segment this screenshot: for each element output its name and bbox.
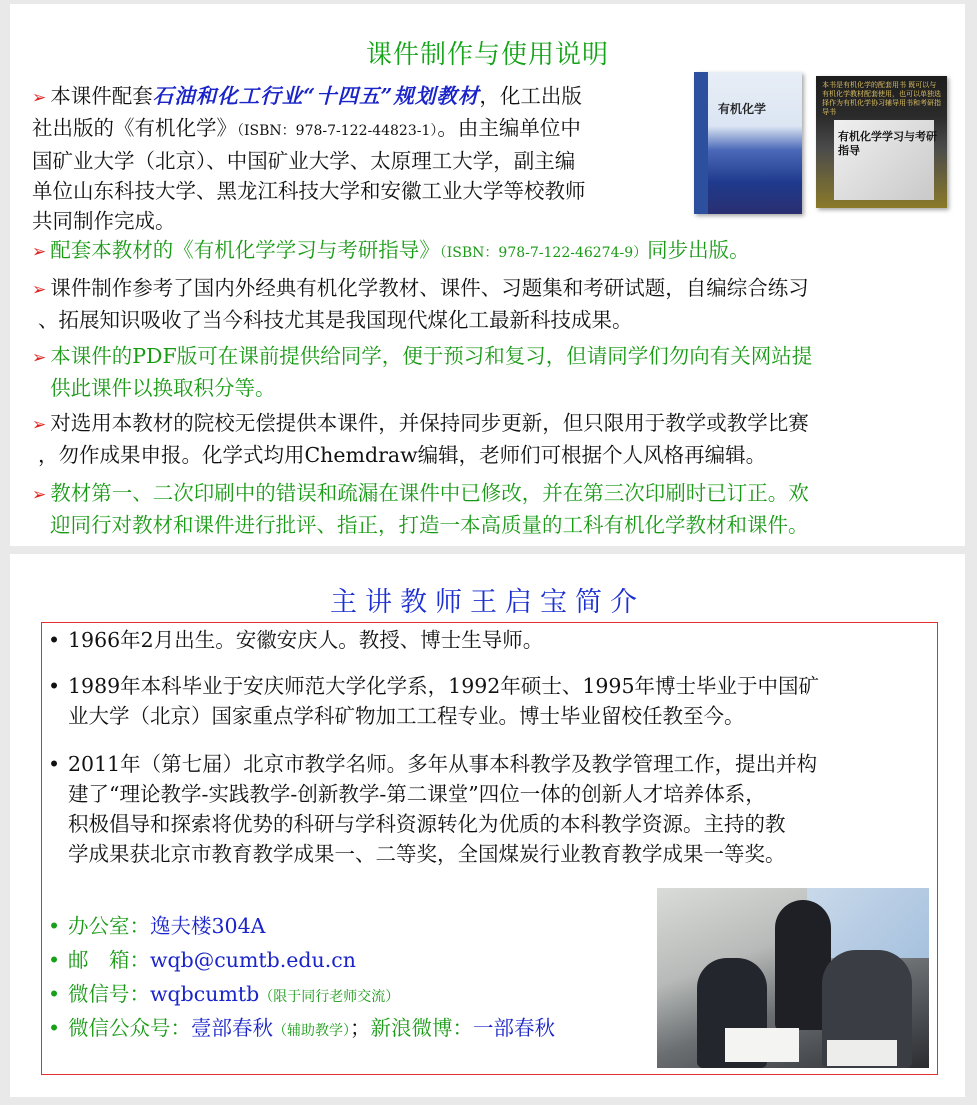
- email-link[interactable]: wqb@cumtb.edu.cn: [150, 948, 356, 972]
- arrow-bullet-icon: ➢: [32, 280, 47, 300]
- bio-item-2: • 1989年本科毕业于安庆师范大学化学系，1992年硕士、1995年博士毕业于中国矿 业大学（北京）国家重点学科矿物加工工程专业。博士毕业留校任教至今。: [48, 671, 928, 731]
- study-guide-cover-image: 本书是有机化学的配套用书 既可以与有机化学教材配套使用，也可以单独选择作为有机化学协习辅导用书和考研指导书 有机化学学习与考研指导: [816, 76, 947, 208]
- textbook-cover-image: 有机化学: [694, 72, 802, 214]
- note-item-6: ➢ 教材第一、二次印刷中的错误和疏漏在课件中已修改，并在第三次印刷时已订正。欢 迎同行对教材和课件进行批评、指正，打造一本高质量的工科有机化学教材和课件。: [32, 481, 809, 537]
- teacher-photo: [657, 888, 929, 1068]
- contact-wechat: • 微信号：wqbcumtb（限于同行老师交流）: [48, 979, 648, 1012]
- isbn: （ISBN：978-7-122-46274-9）: [439, 245, 648, 261]
- dot-bullet-icon: •: [48, 948, 61, 972]
- contact-office: • 办公室：逸夫楼304A: [48, 911, 648, 941]
- slide-title: 课件制作与使用说明: [365, 40, 609, 70]
- note-item-2: ➢ 配套本教材的《有机化学学习与考研指导》（ISBN：978-7-122-46274-9）同步出版。: [32, 238, 750, 262]
- dot-bullet-icon: •: [48, 1016, 61, 1040]
- slide-teacher-intro: [10, 554, 965, 1097]
- contact-social: • 微信公众号：壹部春秋（辅助教学）；新浪微博：一部春秋: [48, 1013, 668, 1046]
- contact-email: • 邮 箱：wqb@cumtb.edu.cn: [48, 945, 648, 975]
- slide-usage-notes: [10, 4, 965, 546]
- note-item-5: ➢ 对选用本教材的院校无偿提供本课件，并保持同步更新，但只限用于教学或教学比赛 ，勿作成果申报。化学式均用Chemdraw编辑，老师们可根据个人风格再编辑。: [32, 411, 809, 467]
- dot-bullet-icon: •: [48, 752, 61, 776]
- dot-bullet-icon: •: [48, 982, 61, 1006]
- arrow-bullet-icon: ➢: [32, 242, 47, 262]
- bio-item-1: • 1966年2月出生。安徽安庆人。教授、博士生导师。: [48, 625, 928, 655]
- office-value: 逸夫楼304A: [150, 914, 266, 938]
- weibo-account: 一部春秋: [473, 1016, 555, 1040]
- arrow-bullet-icon: ➢: [32, 415, 47, 435]
- slide-title: 主讲教师王启宝简介: [330, 587, 645, 618]
- textbook-series-highlight: 石油和化工行业“十四五”规划教材: [152, 84, 480, 108]
- note-item-4: ➢ 本课件的PDF版可在课前提供给同学，便于预习和复习，但请同学们勿向有关网站提 供此课件以换取积分等。: [32, 344, 813, 400]
- arrow-bullet-icon: ➢: [32, 485, 47, 505]
- dot-bullet-icon: •: [48, 914, 61, 938]
- dot-bullet-icon: •: [48, 628, 61, 652]
- note-item-1: ➢ 本课件配套石油和化工行业“十四五”规划教材，化工出版 社出版的《有机化学》（ISBN：978-7-122-44823-1）。由主编单位中 国矿业大学（北京）、中国矿业大学、太原理工大学，副主编 单位山东科技大学、黑龙江科技大学和安徽工业大学等校教师 共同制作完成。: [32, 84, 586, 233]
- wechat-official-account: 壹部春秋: [191, 1016, 273, 1040]
- arrow-bullet-icon: ➢: [32, 88, 47, 108]
- wechat-id: wqbcumtb: [150, 982, 260, 1006]
- dot-bullet-icon: •: [48, 674, 61, 698]
- bio-item-3: • 2011年（第七届）北京市教学名师。多年从事本科教学及教学管理工作，提出并构 建了“理论教学-实践教学-创新教学-第二课堂”四位一体的创新人才培养体系， 积极倡导和探索将优势的科研与学科资源转化为优质的本科教学资源。主持的教 学成果获北京市教育教学成果一、二等奖，全国煤炭行业教育教学成果一等奖。: [48, 749, 928, 869]
- isbn: （ISBN：978-7-122-44823-1）: [237, 123, 438, 139]
- arrow-bullet-icon: ➢: [32, 348, 47, 368]
- note-item-3: ➢ 课件制作参考了国内外经典有机化学教材、课件、习题集和考研试题，自编综合练习 、拓展知识吸收了当今科技尤其是我国现代煤化工最新科技成果。: [32, 276, 809, 332]
